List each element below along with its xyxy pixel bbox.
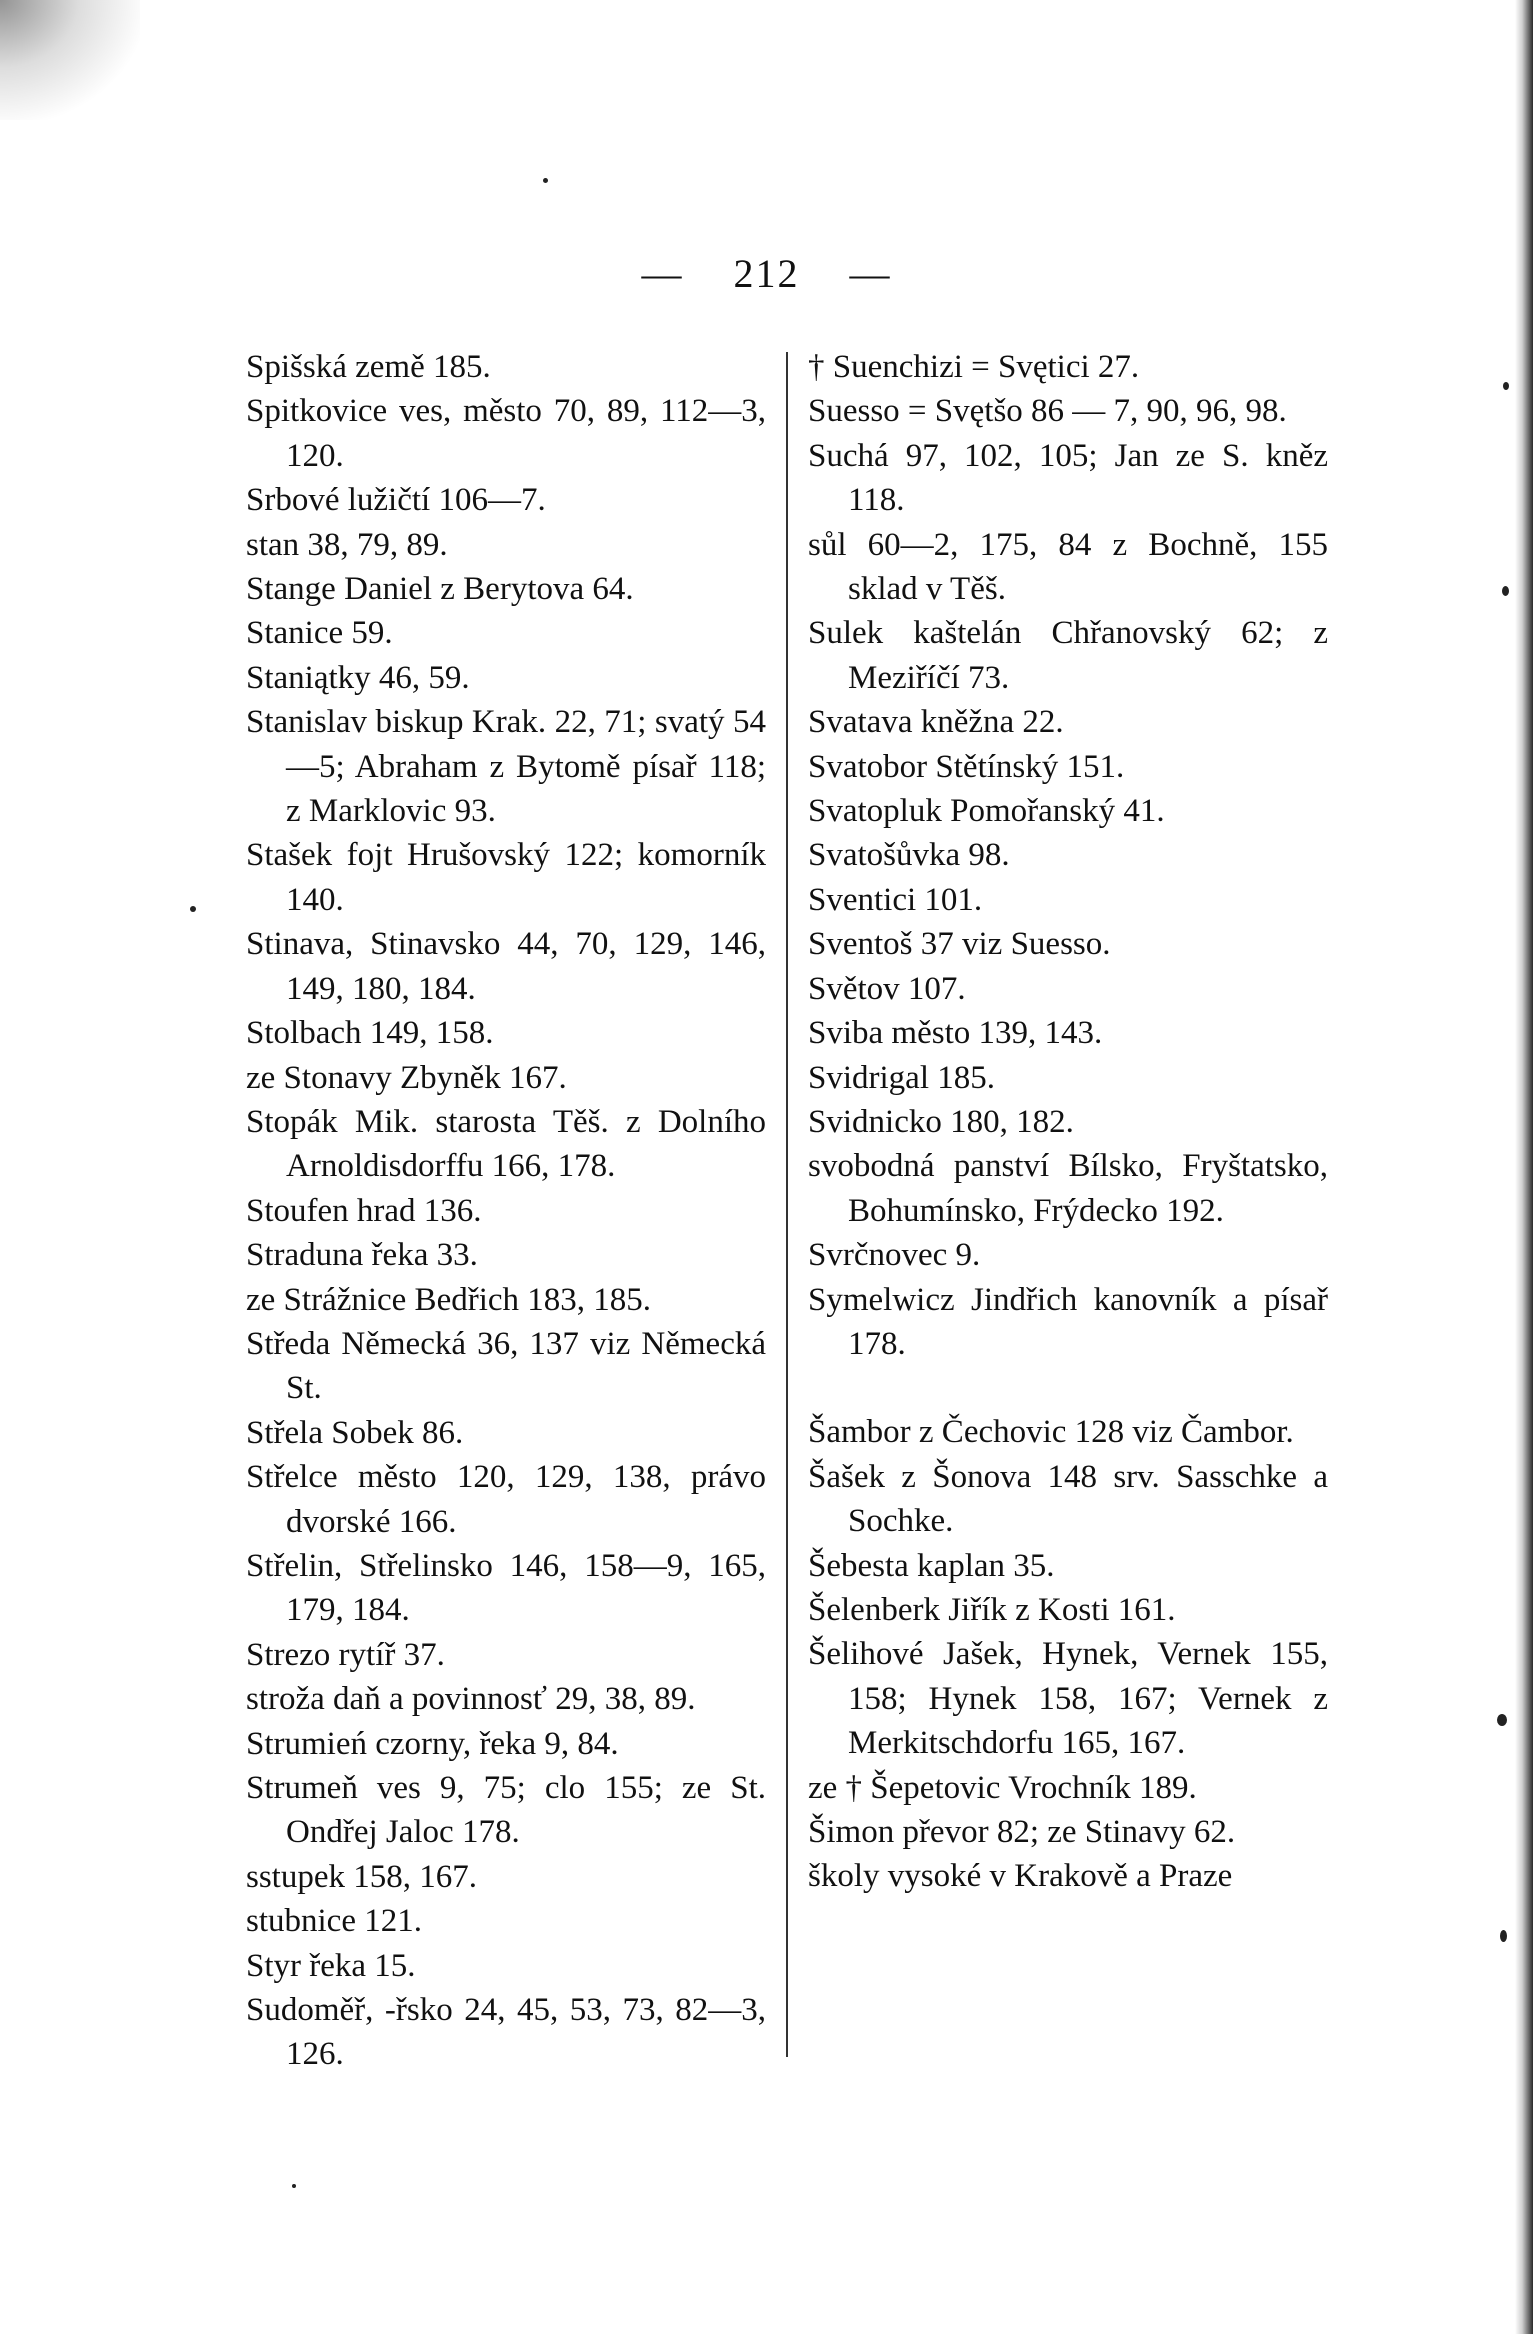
scan-speck	[1502, 586, 1509, 596]
index-entry: Šašek z Šonova 148 srv. Sasschke a Sochke.	[808, 1458, 1328, 1540]
index-entry: Sudoměř, -řsko 24, 45, 53, 73, 82—3, 126.	[246, 1992, 766, 2073]
scan-speck	[543, 178, 548, 183]
page-number: 212	[733, 251, 800, 296]
index-entry: svobodná panství Bílsko, Fryštatsko, Bohumínsko, Frýdecko 192.	[808, 1148, 1328, 1229]
index-column-left	[246, 345, 766, 2077]
index-entry: Svidnicko 180, 182.	[808, 1103, 1074, 1140]
index-entry: Stanislav biskup Krak. 22, 71; svatý 54—5; Abraham z Bytomě písař 118; z Marklovic 93.	[246, 704, 766, 830]
scan-corner-shadow	[0, 0, 140, 120]
index-entry: Spitkovice ves, město 70, 89, 112—3, 120.	[246, 393, 766, 474]
index-entry: Svatobor Stětínský 151.	[808, 748, 1125, 785]
index-entry: stan 38, 79, 89.	[246, 526, 448, 563]
scan-speck	[190, 906, 196, 912]
index-entry: Stange Daniel z Berytova 64.	[246, 571, 634, 608]
index-entry: Stoufen hrad 136.	[246, 1192, 482, 1229]
index-entry: stroža daň a povinnosť 29, 38, 89.	[246, 1681, 696, 1718]
index-entry: Strumeň ves 9, 75; clo 155; ze St. Ondřej Jaloc 178.	[246, 1770, 766, 1851]
index-entry: Symelwicz Jindřich kanovník a písař 178.	[808, 1281, 1328, 1362]
index-entry: Středa Německá 36, 137 viz Německá St.	[246, 1325, 766, 1407]
index-entry: stubnice 121.	[246, 1903, 422, 1940]
scan-speck	[292, 2184, 296, 2188]
index-entry: Staniątky 46, 59.	[246, 659, 470, 696]
index-entry: Stašek fojt Hrušovský 122; komorník 140.	[246, 837, 766, 918]
index-entry: sstupek 158, 167.	[246, 1858, 477, 1895]
scan-right-edge	[1515, 0, 1533, 2334]
column-divider	[786, 352, 788, 2057]
index-entry: Sulek kaštelán Chřanovský 62; z Meziříčí 73.	[808, 615, 1328, 696]
index-entry: Straduna řeka 33.	[246, 1237, 478, 1274]
index-entry: Střelin, Střelinsko 146, 158—9, 165, 179, 184.	[246, 1547, 766, 1629]
index-entry: Srbové lužičtí 106—7.	[246, 482, 546, 519]
index-entry: Šebesta kaplan 35.	[808, 1547, 1055, 1584]
index-entry: † Suenchizi = Svętici 27.	[808, 349, 1140, 385]
index-entry: Šambor z Čechovic 128 viz Čambor.	[808, 1414, 1294, 1451]
index-entry: Střela Sobek 86.	[246, 1414, 464, 1451]
scan-speck	[1500, 1930, 1507, 1942]
index-entry: Světov 107.	[808, 970, 966, 1007]
index-entry: školy vysoké v Krakově a Praze	[808, 1858, 1233, 1895]
index-entry: Sventici 101.	[808, 881, 983, 918]
index-entry: Suesso = Svętšo 86 — 7, 90, 96, 98.	[808, 393, 1287, 430]
index-entry: Stopák Mik. starosta Těš. z Dolního Arnoldisdorffu 166, 178.	[246, 1103, 766, 1185]
index-entry: Svatošůvka 98.	[808, 837, 1010, 874]
header-dash-right: —	[849, 251, 892, 296]
scan-speck	[1497, 1714, 1507, 1726]
index-entry: sůl 60—2, 175, 84 z Bochně, 155 sklad v Těš.	[808, 526, 1328, 608]
index-entry: Svrčnovec 9.	[808, 1237, 981, 1274]
header-dash-left: —	[641, 251, 684, 296]
index-entry: ze † Šepetovic Vrochník 189.	[808, 1769, 1197, 1806]
index-entry: Sviba město 139, 143.	[808, 1015, 1103, 1052]
index-entry: Šimon převor 82; ze Stinavy 62.	[808, 1814, 1236, 1850]
index-entry: Svidrigal 185.	[808, 1059, 995, 1096]
index-entry: Stolbach 149, 158.	[246, 1015, 494, 1052]
page-header	[0, 250, 1533, 297]
index-entry: Suchá 97, 102, 105; Jan ze S. kněz 118.	[808, 437, 1328, 519]
index-entry: Stinava, Stinavsko 44, 70, 129, 146, 149, 180, 184.	[246, 926, 766, 1007]
index-column-right	[808, 345, 1328, 1899]
index-entry: Spišská země 185.	[246, 349, 491, 385]
scan-speck	[1503, 382, 1509, 390]
index-entry: ze Strážnice Bedřich 183, 185.	[246, 1281, 652, 1318]
index-entry: Stanice 59.	[246, 615, 393, 652]
index-entry: ze Stonavy Zbyněk 167.	[246, 1059, 567, 1096]
index-entry: Šelenberk Jiřík z Kosti 161.	[808, 1591, 1176, 1628]
index-entry: Styr řeka 15.	[246, 1947, 416, 1984]
index-entry: Svatopluk Pomořanský 41.	[808, 793, 1165, 830]
index-entry: Strumień czorny, řeka 9, 84.	[246, 1725, 619, 1762]
index-entry: Sventoš 37 viz Suesso.	[808, 926, 1111, 963]
index-entry: Šelihové Jašek, Hynek, Vernek 155, 158; Hynek 158, 167; Vernek z Merkitschdorfu 165, 167.	[808, 1636, 1328, 1762]
index-entry: Střelce město 120, 129, 138, právo dvorské 166.	[246, 1459, 766, 1540]
index-entry: Strezo rytíř 37.	[246, 1636, 445, 1673]
index-entry: Svatava kněžna 22.	[808, 704, 1064, 741]
